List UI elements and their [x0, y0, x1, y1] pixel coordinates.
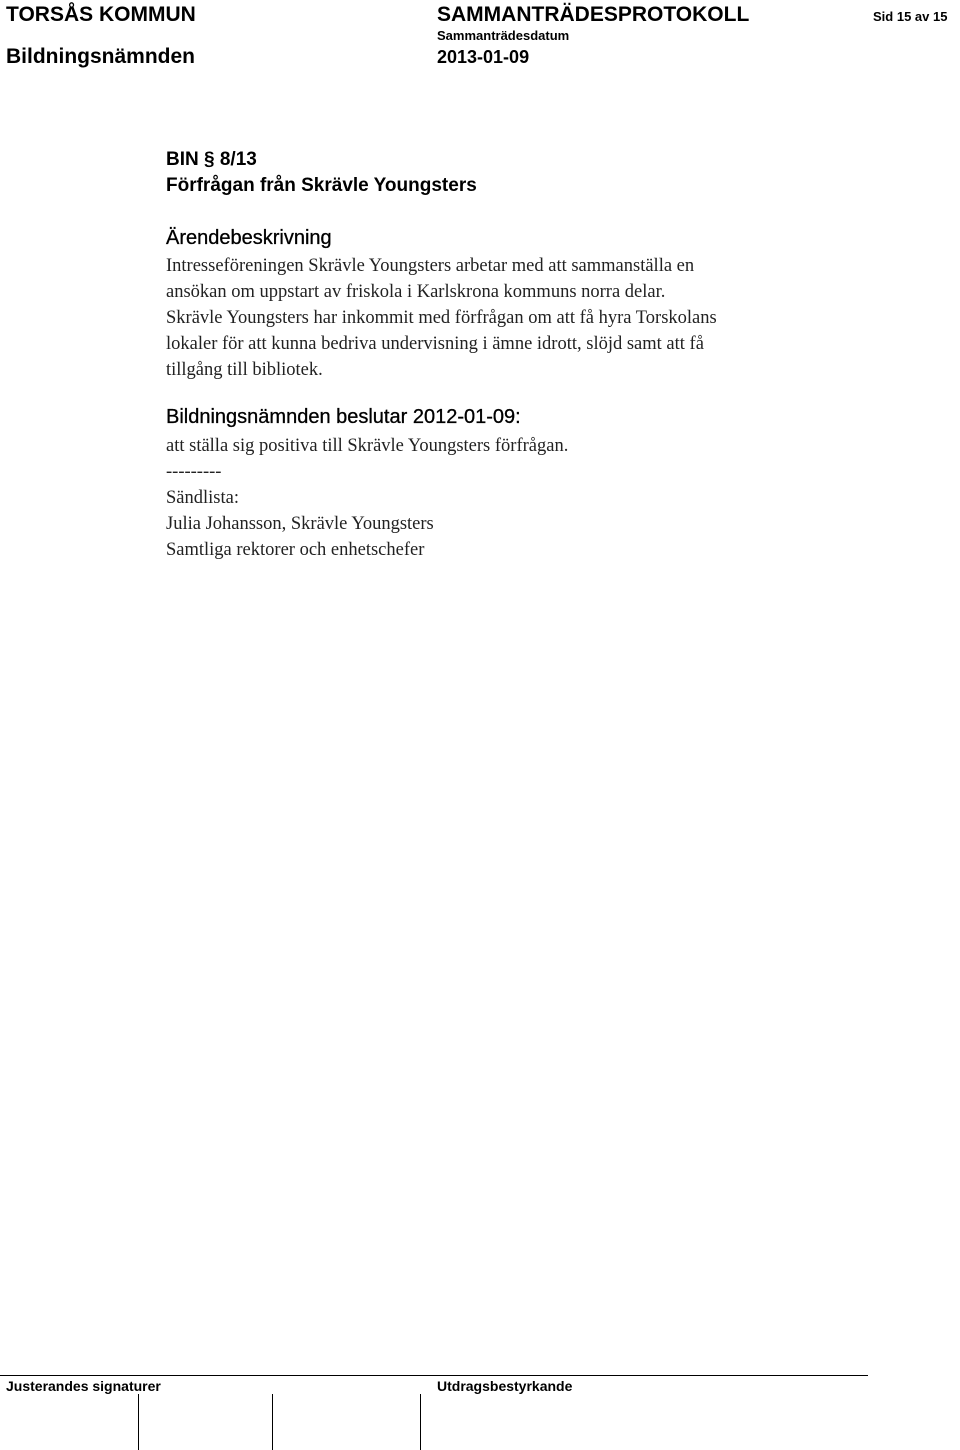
page-number: Sid 15 av 15: [873, 9, 948, 24]
footer-rule: [0, 1375, 868, 1376]
case-number: BIN § 8/13: [166, 149, 257, 170]
committee-name: Bildningsnämnden: [6, 45, 195, 68]
signature-box-divider: [420, 1394, 421, 1450]
decision-separator: ---------: [166, 462, 222, 482]
signature-box-divider: [138, 1394, 139, 1450]
signature-box-divider: [272, 1394, 273, 1450]
municipality-name: TORSÅS KOMMUN: [6, 3, 196, 26]
distribution-recipient: Samtliga rektorer och enhetschefer: [166, 540, 425, 560]
decision-heading: Bildningsnämnden beslutar 2012-01-09:: [166, 406, 521, 428]
description-line: tillgång till bibliotek.: [166, 360, 323, 380]
document-type: SAMMANTRÄDESPROTOKOLL: [437, 3, 750, 26]
certification-label: Utdragsbestyrkande: [437, 1378, 573, 1394]
description-line: ansökan om uppstart av friskola i Karlskrona kommuns norra delar.: [166, 282, 666, 302]
meeting-date: 2013-01-09: [437, 47, 530, 67]
description-line: Skrävle Youngsters har inkommit med förfrågan om att få hyra Torskolans: [166, 308, 717, 328]
decision-text: att ställa sig positiva till Skrävle Youngsters förfrågan.: [166, 436, 569, 456]
description-heading: Ärendebeskrivning: [166, 227, 332, 249]
distribution-recipient: Julia Johansson, Skrävle Youngsters: [166, 514, 434, 534]
description-line: Intresseföreningen Skrävle Youngsters arbetar med att sammanställa en: [166, 256, 695, 276]
case-title: Förfrågan från Skrävle Youngsters: [166, 175, 477, 196]
meeting-date-label: Sammanträdesdatum: [437, 28, 570, 43]
signatures-label: Justerandes signaturer: [6, 1378, 161, 1394]
distribution-label: Sändlista:: [166, 488, 239, 508]
description-line: lokaler för att kunna bedriva undervisning i ämne idrott, slöjd samt att få: [166, 334, 704, 354]
